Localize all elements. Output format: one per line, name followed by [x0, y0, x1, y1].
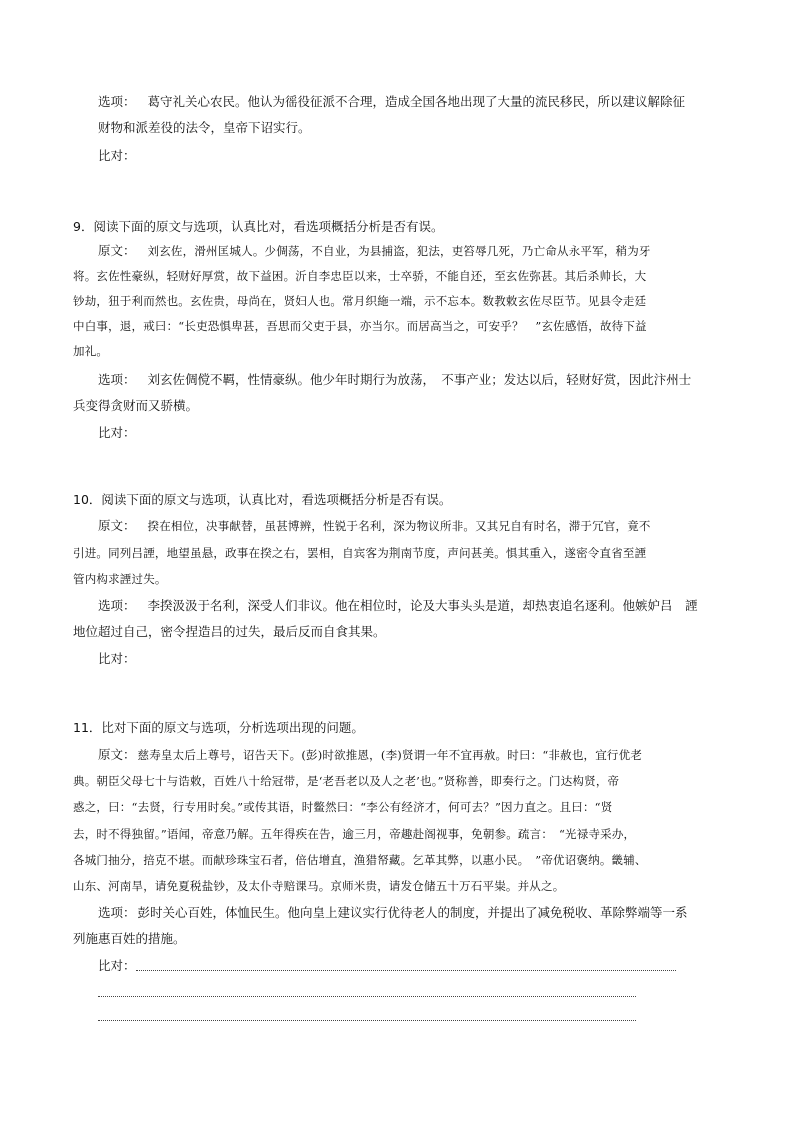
q10-option — [98, 598, 698, 614]
q11-orig-line-3: 惑之，曰：“去贤，行专用时矣。”或传其语，时鳖然曰：“李公有经济才，何可去？”因力直之。且曰：“贤 — [73, 800, 613, 814]
q8-option — [98, 94, 685, 110]
q10-original — [98, 518, 651, 534]
orig-label: 原文： — [98, 518, 136, 533]
answer-blank-line — [98, 1020, 636, 1021]
q9-orig-line-4: 中白事，退，戒曰：“长吏恐惧卑甚，吾思而父吏于县，亦当尔。而居高当之，可安乎？ ”玄佐感悟，故待下益 — [73, 319, 647, 333]
q10-option-cont: 地位超过自己，密令捏造吕的过失，最后反而自食其果。 — [73, 624, 386, 639]
q9-option — [98, 372, 691, 388]
q8-compare-label: 比对： — [98, 148, 136, 163]
q11-original — [98, 747, 642, 763]
q8-option-cont: 财物和派差役的法令，皇帝下诏实行。 — [98, 120, 311, 135]
option-text: 彭时关心百姓，体恤民生。他向皇上建议实行优待老人的制度，并提出了减免税收、革除弊端等一系 — [137, 905, 688, 920]
q10-compare-label: 比对： — [98, 651, 136, 666]
q10-orig-line-3: 管内构求諲过失。 — [73, 572, 167, 586]
option-text: 刘玄佐倜傥不羁，性情豪纵。他少年时期行为放荡， 不事产业；发达以后，轻财好赏，因此汴州士 — [147, 372, 692, 387]
q11-option-cont: 列施惠百姓的措施。 — [73, 931, 186, 946]
option-label: 选项： — [98, 905, 136, 920]
q11-option — [98, 905, 688, 921]
q11-orig-line-6: 山东、河南旱，请免夏税盐钞，及太仆寺赔课马。京师米贵，请发仓储五十万石平粜。并从之。 — [73, 879, 565, 893]
q11-orig-line-5: 各城门抽分，掊克不堪。而献珍珠宝石者，倍估增直，渔猎帑藏。乞革其弊，以惠小民。 ”帝优诏褒纳。畿辅、 — [73, 853, 647, 867]
q9-original — [98, 243, 651, 259]
orig-label: 原文： — [98, 243, 136, 258]
q11-compare-label: 比对： — [98, 958, 136, 973]
q9-orig-line-3: 钞劫，狃于利而然也。玄佐贵，母尚在，贤妇人也。常月织絁一端，示不忘本。数教敕玄佐尽臣节。见县令走廷 — [73, 294, 647, 308]
q11-orig-line-4: 去，时不得独留。”语闻，帝意乃解。五年得疾在告，逾三月，帝趣赴阁视事，免朝参。疏言： “光禄寺采办， — [73, 827, 636, 841]
orig-text: 慈寿皇太后上尊号，诏告天下。(彭)时欲推恩，(李)贤谓一年不宜再赦。时曰：“非赦也，宜行优老 — [137, 748, 643, 762]
option-text: 葛守礼关心农民。他认为徭役征派不合理，造成全国各地出现了大量的流民移民，所以建议解除征 — [147, 94, 686, 109]
option-text: 李揆汲汲于名利，深受人们非议。他在相位时，论及大事头头是道，却热衷追名逐利。他嫉妒吕 諲 — [147, 598, 698, 613]
q11-title: 11．比对下面的原文与选项，分析选项出现的问题。 — [73, 720, 364, 735]
orig-text: 刘玄佐，滑州匡城人。少倜荡，不自业，为县捕盗，犯法，吏笞辱几死，乃亡命从永平军，稍为牙 — [147, 244, 651, 258]
q10-title: 10．阅读下面的原文与选项，认真比对，看选项概括分析是否有误。 — [73, 492, 452, 507]
orig-text: 揆在相位，决事献替，虽甚博辨，性锐于名利，深为物议所非。又其兄自有时名，滞于冗官，竟不 — [147, 519, 651, 533]
q9-option-cont: 兵变得贪财而又骄横。 — [73, 398, 199, 413]
answer-blank-line — [136, 970, 676, 971]
q9-orig-line-2: 将。玄佐性豪纵，轻财好厚赏，故下益困。沂自李忠臣以来，士卒骄，不能自还，至玄佐弥甚。其后杀帅长，大 — [73, 269, 647, 283]
q9-orig-line-5: 加礼。 — [73, 344, 109, 358]
option-label: 选项： — [98, 372, 136, 387]
q11-orig-line-2: 典。朝臣父母七十与诰敕，百姓八十给冠带，是‘老吾老以及人之老’也。”贤称善，即奏行之。门达构贤，帝 — [73, 774, 620, 788]
option-label: 选项： — [98, 598, 136, 613]
orig-label: 原文： — [98, 747, 136, 762]
q9-title: 9．阅读下面的原文与选项，认真比对，看选项概括分析是否有误。 — [73, 219, 444, 234]
q9-compare-label: 比对： — [98, 425, 136, 440]
option-label: 选项： — [98, 94, 136, 109]
q10-orig-line-2: 引进。同列吕諲，地望虽悬，政事在揆之右，罢相，自宾客为荆南节度，声问甚美。惧其重入，遂密令直省至諲 — [73, 546, 647, 560]
answer-blank-line — [98, 996, 636, 997]
